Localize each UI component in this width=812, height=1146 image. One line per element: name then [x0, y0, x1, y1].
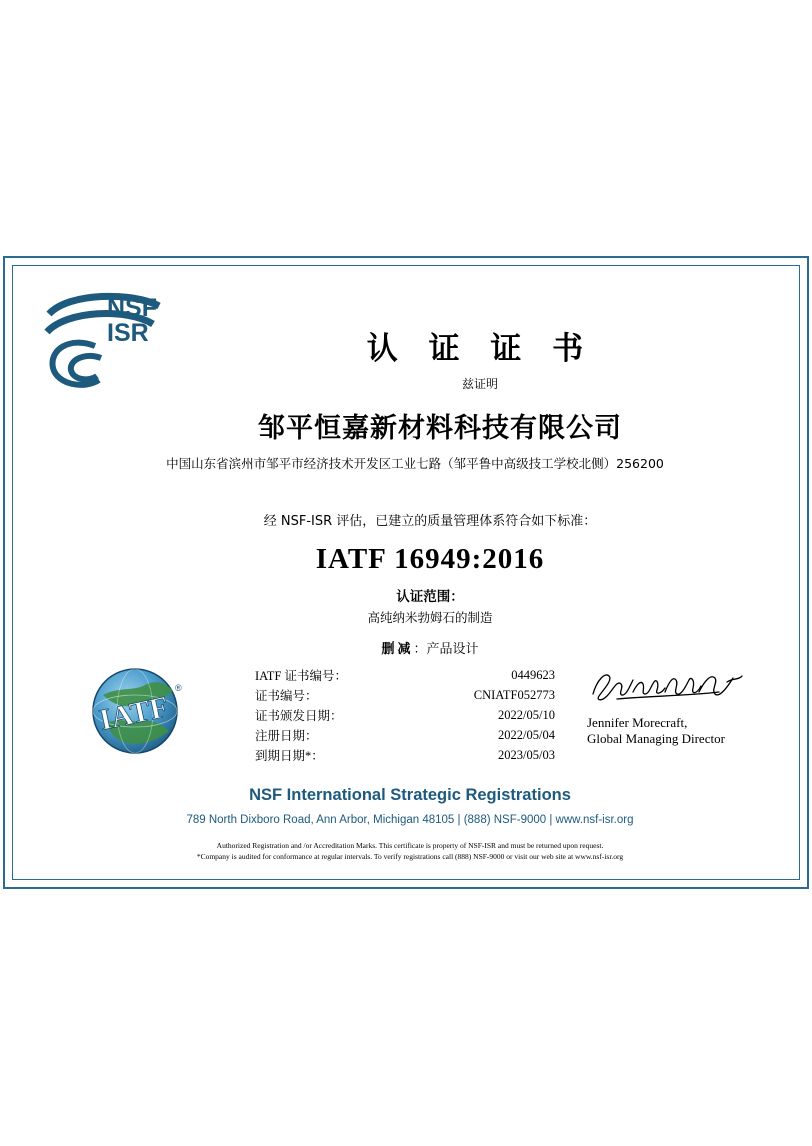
detail-value: 2022/05/04: [498, 727, 555, 742]
table-row: [255, 685, 555, 705]
signature-block: [587, 666, 777, 747]
detail-value: CNIATF052773: [473, 687, 555, 702]
scope-title: 认证范围：: [396, 589, 464, 605]
company-address: 中国山东省滨州市邹平市经济技术开发区工业七路（邹平鲁中高级技工学校北侧）256200: [166, 456, 664, 471]
detail-value: 2023/05/03: [498, 747, 555, 762]
detail-value: 0449623: [511, 667, 555, 682]
detail-label: 证书颁发日期：: [255, 709, 343, 723]
signatory-name: Jennifer Morecraft,: [587, 715, 688, 730]
certificate-subtitle: 兹证明: [461, 377, 498, 391]
footer-note-audit: *Company is audited for conformance at regular intervals. To verify registrations call (888) NSF-9000 or visit our web site at www.nsf-isr.org: [196, 852, 624, 861]
svg-text:IATF: IATF: [96, 690, 172, 737]
exclusion-value: ：产品设计: [413, 642, 479, 657]
svg-text:ISR: ISR: [107, 319, 149, 347]
signatory-role: Global Managing Director: [587, 731, 725, 746]
table-row: [255, 665, 555, 685]
iatf-registered-mark: ®: [175, 683, 182, 693]
iatf-globe-icon: [83, 661, 195, 759]
detail-label: 证书编号：: [255, 689, 318, 703]
svg-text:NSF: NSF: [107, 294, 157, 322]
table-row: [255, 745, 555, 765]
certificate-title: 认 证 证 书: [366, 331, 594, 367]
detail-value: 2022/05/10: [498, 707, 555, 722]
scope-text: 高纯纳米勃姆石的制造: [367, 610, 493, 625]
footer-note-registration: Authorized Registration and /or Accreditation Marks. This certificate is property of NSF-ISR and must be returned upon request.: [216, 841, 604, 850]
nsf-isr-logo: [41, 284, 171, 394]
signature-icon: [587, 666, 747, 706]
detail-label: 到期日期*：: [255, 749, 324, 763]
exclusion-label: 删减: [381, 642, 414, 657]
certificate-border: [3, 256, 809, 889]
detail-label: IATF 证书编号：: [255, 669, 348, 683]
table-row: [255, 705, 555, 725]
exclusion-line: [150, 638, 710, 657]
assessment-statement: 经 NSF-ISR 评估，已建立的质量管理体系符合如下标准：: [263, 514, 597, 529]
footer-organization: NSF International Strategic Registrations: [249, 786, 571, 804]
table-row: [255, 725, 555, 745]
certificate-details-table: [255, 665, 555, 765]
footer-address: 789 North Dixboro Road, Ann Arbor, Michigan 48105 | (888) NSF-9000 | www.nsf-isr.org: [186, 814, 634, 826]
company-name: 邹平恒嘉新材料科技有限公司: [258, 413, 622, 444]
detail-label: 注册日期：: [255, 729, 318, 743]
standard-name: IATF 16949:2016: [315, 543, 545, 575]
